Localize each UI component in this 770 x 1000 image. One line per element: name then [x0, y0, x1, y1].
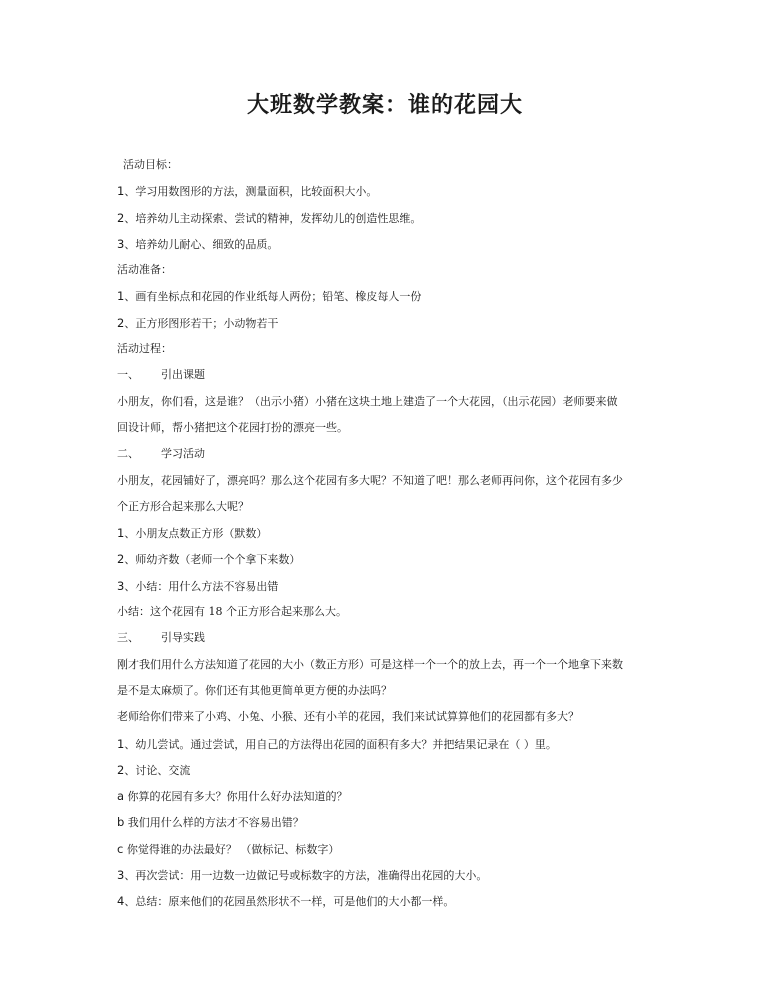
list-item — [117, 310, 662, 336]
list-item — [117, 731, 662, 757]
line-text: 活动目标： — [123, 158, 178, 171]
item-letter: c — [117, 841, 124, 856]
paragraph-line — [117, 494, 662, 520]
item-number: 2 — [117, 315, 125, 330]
list-item — [117, 283, 662, 309]
line-text: 、学习用数图形的方法，测量面积，比较面积大小。 — [124, 185, 378, 199]
paragraph-line — [117, 415, 662, 441]
line-text: 、培养幼儿主动探索、尝试的精神，发挥幼儿的创造性思维。 — [124, 211, 422, 225]
item-number: 3 — [117, 868, 125, 883]
item-letter: b — [117, 815, 125, 830]
paragraph-line — [117, 678, 662, 704]
line-text: 你算的花园有多大？你用什么好办法知道的？ — [124, 790, 348, 804]
line-text: 、正方形图形若干；小动物若干 — [124, 316, 279, 330]
list-item — [117, 205, 662, 231]
list-item — [117, 757, 662, 783]
line-text: 小朋友，花园铺好了，漂亮吗？那么这个花园有多大呢？不知道了吧！那么老师再问你，这个花园有多少 — [117, 473, 623, 487]
document-title: 大班数学教案：谁的花园大 — [246, 93, 523, 118]
line-text: 个正方形合起来那么大呢？ — [117, 499, 249, 513]
list-item — [117, 888, 662, 914]
section-heading-process — [117, 336, 662, 362]
subsection-number: 三、 — [117, 631, 139, 645]
line-text: 、师幼齐数（老师一个个拿下来数） — [124, 553, 301, 567]
line-text: 回设计师，帮小猪把这个花园打扮的漂亮一些。 — [117, 420, 348, 434]
line-text: 小朋友，你们看，这是谁？（出示小猪）小猪在这块土地上建造了一个大花园，（出示花园）老师要来做 — [117, 394, 618, 408]
item-number: 1 — [117, 526, 125, 541]
paragraph-line — [117, 652, 662, 678]
document-body — [117, 152, 662, 915]
list-item — [117, 546, 662, 572]
line-text: 老师给你们带来了小鸡、小兔、小猴、还有小羊的花园，我们来试试算算他们的花园都有多大？ — [117, 710, 579, 724]
paragraph-line — [117, 468, 662, 494]
line-text: 我们用什么样的方法才不容易出错？ — [124, 816, 304, 830]
subsection-number: 一、 — [117, 368, 139, 382]
list-item — [117, 809, 662, 835]
line-text: 活动过程： — [117, 342, 172, 356]
list-item — [117, 862, 662, 888]
subsection-heading — [117, 625, 662, 651]
item-number: 3 — [117, 578, 125, 593]
line-text: 引导实践 — [161, 631, 205, 645]
item-number: 4 — [117, 894, 125, 909]
line-text: 、再次尝试：用一边数一边做记号或标数字的方法，准确得出花园的大小。 — [124, 869, 488, 883]
line-text: 、总结：原来他们的花园虽然形状不一样，可是他们的大小都一样。 — [124, 895, 455, 909]
line-text: 、小结：用什么方法不容易出错 — [124, 579, 279, 593]
paragraph-line — [117, 704, 662, 730]
list-item — [117, 178, 662, 204]
item-number: 2 — [117, 762, 125, 777]
list-item — [117, 520, 662, 546]
line-text: 引出课题 — [161, 368, 205, 382]
line-text: 活动准备： — [117, 263, 172, 277]
line-text: 、讨论、交流 — [124, 763, 191, 777]
item-number: 1 — [117, 184, 125, 199]
item-number: 2 — [117, 552, 125, 567]
item-number: 1 — [117, 289, 125, 304]
line-text: 、画有坐标点和花园的作业纸每人两份；铅笔、橡皮每人一份 — [124, 290, 422, 304]
list-item — [117, 573, 662, 599]
list-item — [117, 783, 662, 809]
line-text: 学习活动 — [161, 447, 205, 461]
subsection-number: 二、 — [117, 447, 139, 461]
paragraph-line — [117, 389, 662, 415]
line-text: 你觉得谁的办法最好？ （做标记、标数字） — [123, 842, 340, 856]
subsection-heading — [117, 362, 662, 388]
item-number: 1 — [117, 736, 125, 751]
line-text: 、幼儿尝试。通过尝试，用自己的方法得出花园的面积有多大？并把结果记录在（ ）里。 — [124, 737, 557, 751]
section-heading-goals — [117, 152, 662, 178]
paragraph-line — [117, 599, 662, 625]
item-number: 3 — [117, 236, 125, 251]
item-letter: a — [117, 789, 125, 804]
line-text: 刚才我们用什么方法知道了花园的大小（数正方形）可是这样一个一个的放上去，再一个一个地拿下来数 — [117, 657, 623, 671]
item-number: 2 — [117, 210, 125, 225]
list-item — [117, 231, 662, 257]
subsection-heading — [117, 441, 662, 467]
line-text: 、小朋友点数正方形（默数） — [124, 527, 268, 541]
line-text: 小结：这个花园有 18 个正方形合起来那么大。 — [117, 605, 347, 619]
list-item — [117, 836, 662, 862]
line-text: 、培养幼儿耐心、细致的品质。 — [124, 237, 279, 251]
line-text: 是不是太麻烦了。你们还有其他更简单更方便的办法吗？ — [117, 683, 392, 697]
section-heading-preparation — [117, 257, 662, 283]
